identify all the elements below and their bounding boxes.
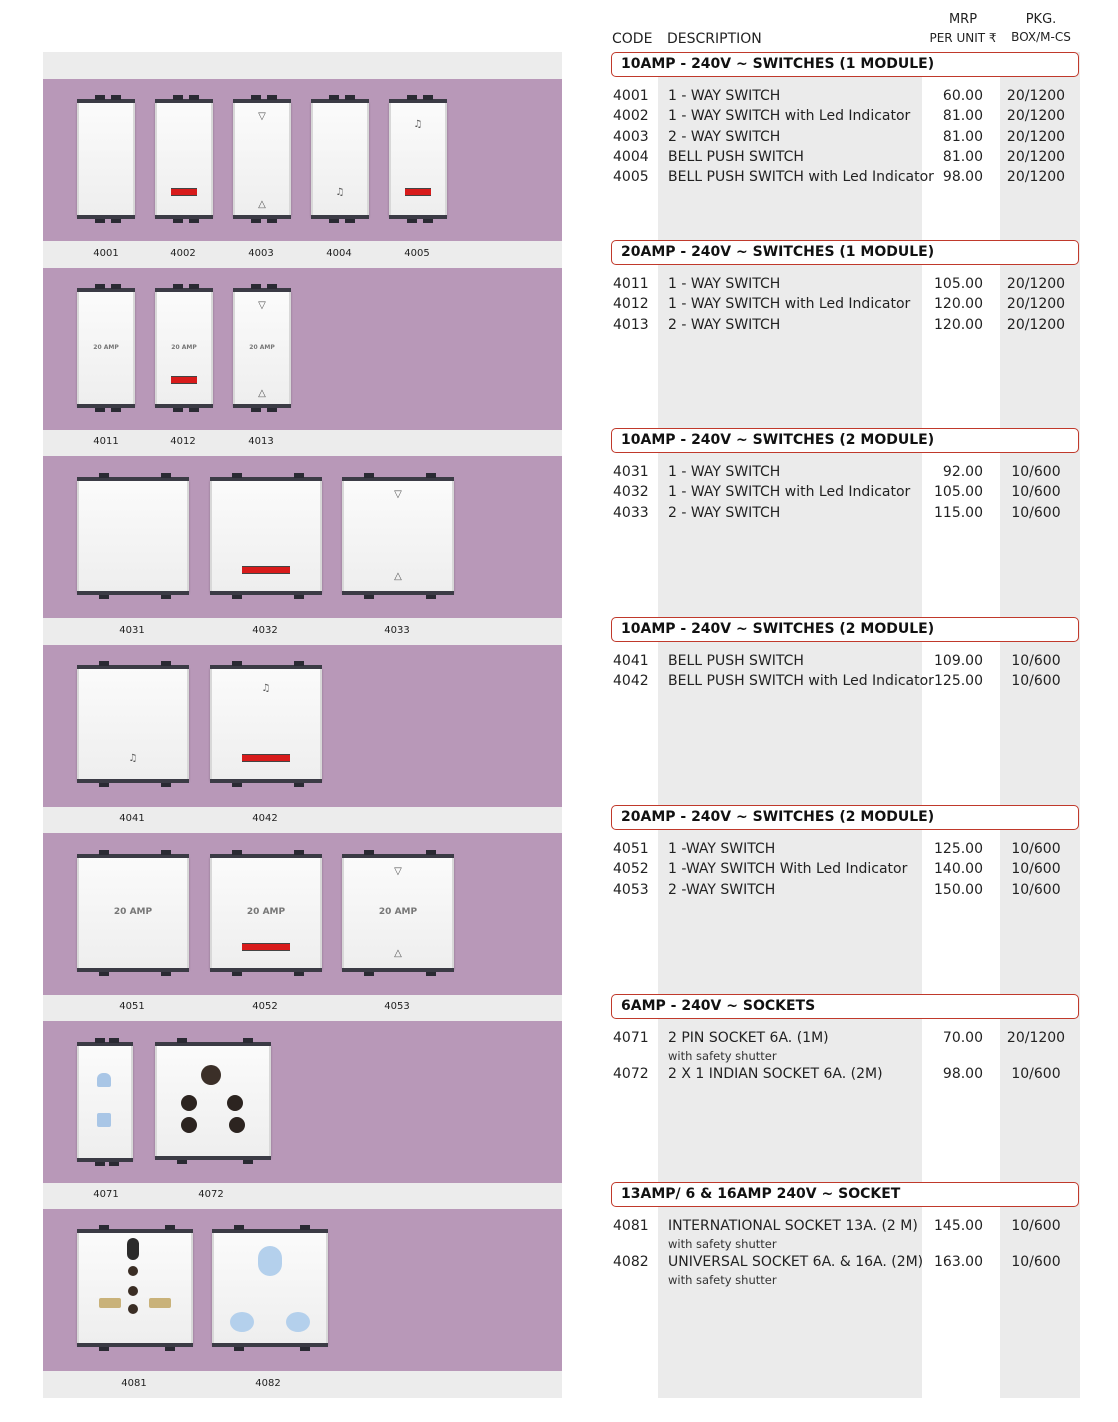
amp-rating-text: 20 AMP xyxy=(249,344,275,351)
mounting-clip xyxy=(426,473,436,478)
product-mrp: 145.00 xyxy=(934,1218,983,1234)
product-pkg: 20/1200 xyxy=(1006,276,1066,292)
socket-pin-hole xyxy=(181,1117,197,1133)
product-description: 2 -WAY SWITCH xyxy=(668,881,776,898)
mounting-clip xyxy=(161,971,171,976)
product-mrp: 120.00 xyxy=(934,316,983,333)
product-code: 4032 xyxy=(613,484,649,501)
mounting-clip xyxy=(407,95,417,100)
product-code-label: 4033 xyxy=(384,625,410,636)
price-row xyxy=(613,505,1073,525)
mounting-clip xyxy=(423,95,433,100)
switch-image-4001 xyxy=(77,102,135,216)
switch-image-4013 xyxy=(233,291,291,405)
bell-icon: ♫ xyxy=(413,119,423,130)
mounting-clip xyxy=(99,971,109,976)
mounting-clip xyxy=(95,407,105,412)
socket-image-4072 xyxy=(155,1045,271,1157)
product-code-label: 4012 xyxy=(170,436,196,447)
product-pkg: 20/1200 xyxy=(1006,296,1066,313)
product-mrp: 60.00 xyxy=(942,88,983,104)
mounting-clip xyxy=(243,1038,253,1043)
product-pkg: 10/600 xyxy=(1011,1218,1061,1234)
led-indicator xyxy=(171,188,197,196)
mounting-clip xyxy=(161,473,171,478)
mounting-clip xyxy=(364,473,374,478)
product-code-label: 4002 xyxy=(170,248,196,259)
product-code-label: 4003 xyxy=(248,248,274,259)
mounting-clip xyxy=(161,782,171,787)
price-row xyxy=(613,653,1073,673)
mounting-clip xyxy=(189,218,199,223)
amp-rating-text: 20 AMP xyxy=(171,344,197,351)
product-mrp: 70.00 xyxy=(942,1030,983,1046)
product-description: 2 X 1 INDIAN SOCKET 6A. (2M) xyxy=(668,1066,883,1082)
switch-image-4032 xyxy=(210,480,322,592)
product-code-label: 4004 xyxy=(326,248,352,259)
mounting-clip xyxy=(251,218,261,223)
mounting-clip xyxy=(329,218,339,223)
header-mrp: MRP xyxy=(948,12,978,27)
mounting-clip xyxy=(294,594,304,599)
product-code-label: 4072 xyxy=(198,1189,224,1200)
mounting-clip xyxy=(232,661,242,666)
bell-icon: ♫ xyxy=(128,753,138,764)
mounting-clip xyxy=(95,1038,105,1043)
product-code-label: 4001 xyxy=(93,248,119,259)
product-mrp: 115.00 xyxy=(934,504,983,521)
product-code-label: 4053 xyxy=(384,1001,410,1012)
product-description: 2 - WAY SWITCH xyxy=(668,504,781,521)
product-code: 4011 xyxy=(613,276,649,292)
product-description: 1 -WAY SWITCH With Led Indicator xyxy=(668,861,908,878)
product-code: 4052 xyxy=(613,861,649,878)
product-mrp: 120.00 xyxy=(934,296,983,313)
socket-pin-hole xyxy=(258,1246,282,1276)
mounting-clip xyxy=(173,407,183,412)
mounting-clip xyxy=(364,971,374,976)
product-code: 4005 xyxy=(613,169,649,186)
product-pkg: 10/600 xyxy=(1011,504,1061,521)
socket-pin-hole xyxy=(128,1266,138,1276)
amp-rating-text: 20 AMP xyxy=(246,907,286,917)
socket-pin-hole xyxy=(127,1238,139,1260)
mounting-clip xyxy=(294,850,304,855)
way-down-icon: ▽ xyxy=(258,300,266,311)
product-mrp: 163.00 xyxy=(934,1254,983,1270)
mounting-clip xyxy=(189,284,199,289)
led-indicator xyxy=(242,566,290,574)
product-code: 4081 xyxy=(613,1218,649,1234)
product-code-label: 4071 xyxy=(93,1189,119,1200)
price-row xyxy=(613,841,1073,861)
mounting-clip xyxy=(232,971,242,976)
product-code-label: 4052 xyxy=(252,1001,278,1012)
mounting-clip xyxy=(111,95,121,100)
mounting-clip xyxy=(99,594,109,599)
header-code: CODE xyxy=(612,31,653,47)
price-row xyxy=(613,861,1073,881)
mounting-clip xyxy=(234,1346,244,1351)
product-code-label: 4042 xyxy=(252,813,278,824)
socket-pin-hole xyxy=(97,1113,111,1127)
product-pkg: 10/600 xyxy=(1011,881,1061,898)
mounting-clip xyxy=(294,661,304,666)
bell-icon: ♫ xyxy=(261,683,271,694)
product-code-label: 4031 xyxy=(119,625,145,636)
price-row xyxy=(613,464,1073,484)
product-pkg: 20/1200 xyxy=(1006,316,1066,333)
product-code-label: 4082 xyxy=(255,1378,281,1389)
mounting-clip xyxy=(267,218,277,223)
product-mrp: 81.00 xyxy=(942,128,983,145)
section-title: 10AMP - 240V ~ SWITCHES (2 MODULE) xyxy=(611,428,1079,453)
product-code: 4042 xyxy=(613,673,649,690)
mounting-clip xyxy=(232,850,242,855)
product-pkg: 20/1200 xyxy=(1006,169,1066,186)
mounting-clip xyxy=(99,782,109,787)
mounting-clip xyxy=(109,1038,119,1043)
mounting-clip xyxy=(251,284,261,289)
mounting-clip xyxy=(111,407,121,412)
product-pkg: 10/600 xyxy=(1011,464,1061,480)
switch-image-4031 xyxy=(77,480,189,592)
header-description: DESCRIPTION xyxy=(667,31,762,47)
product-mrp: 140.00 xyxy=(934,861,983,878)
mounting-clip xyxy=(234,1225,244,1230)
product-description: 1 - WAY SWITCH xyxy=(668,276,781,292)
mounting-clip xyxy=(232,782,242,787)
mounting-clip xyxy=(426,594,436,599)
product-code-label: 4032 xyxy=(252,625,278,636)
price-row xyxy=(613,317,1073,337)
section-title: 10AMP - 240V ~ SWITCHES (1 MODULE) xyxy=(611,52,1079,77)
product-mrp: 125.00 xyxy=(934,841,983,857)
price-row xyxy=(613,1030,1073,1050)
product-code: 4031 xyxy=(613,464,649,480)
price-row xyxy=(613,149,1073,169)
product-code: 4001 xyxy=(613,88,649,104)
price-row xyxy=(613,1254,1073,1274)
mounting-clip xyxy=(165,1346,175,1351)
mounting-clip xyxy=(173,95,183,100)
socket-pin-hole xyxy=(227,1095,243,1111)
header-per-unit: PER UNIT ₹ xyxy=(929,31,997,45)
mounting-clip xyxy=(294,473,304,478)
mounting-clip xyxy=(173,284,183,289)
mounting-clip xyxy=(95,218,105,223)
mounting-clip xyxy=(99,850,109,855)
amp-rating-text: 20 AMP xyxy=(113,907,153,917)
way-up-icon: △ xyxy=(258,388,266,399)
switch-image-4052 xyxy=(210,857,322,969)
switch-image-4002 xyxy=(155,102,213,216)
price-row xyxy=(613,129,1073,149)
product-mrp: 125.00 xyxy=(934,673,983,690)
price-row xyxy=(613,296,1073,316)
mounting-clip xyxy=(165,1225,175,1230)
socket-pin-hole xyxy=(149,1298,171,1308)
product-pkg: 20/1200 xyxy=(1006,88,1066,104)
mounting-clip xyxy=(99,1346,109,1351)
product-pkg: 20/1200 xyxy=(1006,148,1066,165)
product-pkg: 10/600 xyxy=(1011,1066,1061,1082)
mounting-clip xyxy=(267,407,277,412)
product-description: UNIVERSAL SOCKET 6A. & 16A. (2M) xyxy=(668,1254,924,1270)
product-description: INTERNATIONAL SOCKET 13A. (2 M) xyxy=(668,1218,918,1234)
product-mrp: 105.00 xyxy=(934,484,983,501)
product-code-label: 4013 xyxy=(248,436,274,447)
product-code: 4002 xyxy=(613,108,649,125)
product-code-label: 4051 xyxy=(119,1001,145,1012)
switch-image-4005 xyxy=(389,102,447,216)
socket-pin-hole xyxy=(229,1117,245,1133)
product-mrp: 92.00 xyxy=(942,464,983,480)
product-pkg: 10/600 xyxy=(1011,484,1061,501)
amp-rating-text: 20 AMP xyxy=(378,907,418,917)
price-row xyxy=(613,484,1073,504)
mounting-clip xyxy=(300,1225,310,1230)
mounting-clip xyxy=(177,1159,187,1164)
product-code: 4051 xyxy=(613,841,649,857)
price-row xyxy=(613,673,1073,693)
mounting-clip xyxy=(364,850,374,855)
mounting-clip xyxy=(232,473,242,478)
product-pkg: 10/600 xyxy=(1011,841,1061,857)
price-row xyxy=(613,882,1073,902)
socket-pin-hole xyxy=(99,1298,121,1308)
section-title: 10AMP - 240V ~ SWITCHES (2 MODULE) xyxy=(611,617,1079,642)
led-indicator xyxy=(171,376,197,384)
mounting-clip xyxy=(267,284,277,289)
switch-image-4003 xyxy=(233,102,291,216)
way-down-icon: ▽ xyxy=(258,111,266,122)
price-row xyxy=(613,1066,1073,1086)
mounting-clip xyxy=(173,218,183,223)
product-code: 4013 xyxy=(613,316,649,333)
mounting-clip xyxy=(243,1159,253,1164)
product-description: 1 - WAY SWITCH with Led Indicator xyxy=(668,108,911,125)
product-code-label: 4081 xyxy=(121,1378,147,1389)
mounting-clip xyxy=(364,594,374,599)
mounting-clip xyxy=(111,218,121,223)
way-up-icon: △ xyxy=(394,571,402,582)
product-note: with safety shutter xyxy=(668,1049,777,1063)
mounting-clip xyxy=(111,284,121,289)
switch-image-4011 xyxy=(77,291,135,405)
product-code-label: 4005 xyxy=(404,248,430,259)
product-description: BELL PUSH SWITCH xyxy=(668,148,804,165)
mounting-clip xyxy=(189,95,199,100)
product-code: 4003 xyxy=(613,128,649,145)
product-pkg: 10/600 xyxy=(1011,1254,1061,1270)
product-code-label: 4041 xyxy=(119,813,145,824)
mounting-clip xyxy=(267,95,277,100)
mounting-clip xyxy=(426,850,436,855)
switch-image-4004 xyxy=(311,102,369,216)
socket-pin-hole xyxy=(128,1286,138,1296)
switch-image-4042 xyxy=(210,668,322,780)
mounting-clip xyxy=(95,284,105,289)
mounting-clip xyxy=(99,473,109,478)
product-description: 1 - WAY SWITCH xyxy=(668,88,781,104)
product-code: 4041 xyxy=(613,653,649,669)
mounting-clip xyxy=(161,661,171,666)
way-up-icon: △ xyxy=(258,199,266,210)
product-code: 4071 xyxy=(613,1030,649,1046)
led-indicator xyxy=(242,754,290,762)
mounting-clip xyxy=(345,218,355,223)
product-description: 1 - WAY SWITCH with Led Indicator xyxy=(668,296,911,313)
product-code: 4012 xyxy=(613,296,649,313)
mounting-clip xyxy=(109,1161,119,1166)
mounting-clip xyxy=(161,594,171,599)
mounting-clip xyxy=(189,407,199,412)
socket-image-4081 xyxy=(77,1232,193,1344)
product-pkg: 20/1200 xyxy=(1006,128,1066,145)
mounting-clip xyxy=(99,1225,109,1230)
socket-pin-hole xyxy=(181,1095,197,1111)
product-code: 4053 xyxy=(613,881,649,898)
socket-pin-hole xyxy=(201,1065,221,1085)
mounting-clip xyxy=(294,782,304,787)
mounting-clip xyxy=(177,1038,187,1043)
section-title: 6AMP - 240V ~ SOCKETS xyxy=(611,994,1079,1019)
section-title: 13AMP/ 6 & 16AMP 240V ~ SOCKET xyxy=(611,1182,1079,1207)
product-mrp: 109.00 xyxy=(934,653,983,669)
price-row xyxy=(613,276,1073,296)
product-description: 2 PIN SOCKET 6A. (1M) xyxy=(668,1030,829,1046)
switch-image-4051 xyxy=(77,857,189,969)
mounting-clip xyxy=(95,1161,105,1166)
section-title: 20AMP - 240V ~ SWITCHES (2 MODULE) xyxy=(611,805,1079,830)
product-note: with safety shutter xyxy=(668,1237,777,1251)
product-mrp: 81.00 xyxy=(942,108,983,125)
socket-image-4071 xyxy=(77,1045,133,1159)
price-row xyxy=(613,108,1073,128)
product-pkg: 10/600 xyxy=(1011,653,1061,669)
product-description: 2 - WAY SWITCH xyxy=(668,128,781,145)
header-box: BOX/M-CS xyxy=(1011,30,1071,44)
product-mrp: 150.00 xyxy=(934,881,983,898)
socket-image-4082 xyxy=(212,1232,328,1344)
product-mrp: 98.00 xyxy=(942,1066,983,1082)
mounting-clip xyxy=(294,971,304,976)
switch-image-4053 xyxy=(342,857,454,969)
product-code-label: 4011 xyxy=(93,436,119,447)
product-description: BELL PUSH SWITCH xyxy=(668,653,804,669)
led-indicator xyxy=(242,943,290,951)
mounting-clip xyxy=(232,594,242,599)
product-mrp: 98.00 xyxy=(942,169,983,186)
bell-icon: ♫ xyxy=(335,187,345,198)
mounting-clip xyxy=(407,218,417,223)
price-row xyxy=(613,1218,1073,1238)
product-pkg: 20/1200 xyxy=(1006,1030,1066,1046)
product-note: with safety shutter xyxy=(668,1273,777,1287)
socket-pin-hole xyxy=(286,1312,310,1332)
way-down-icon: ▽ xyxy=(394,866,402,877)
socket-pin-hole xyxy=(128,1304,138,1314)
mounting-clip xyxy=(345,95,355,100)
product-description: BELL PUSH SWITCH with Led Indicator xyxy=(668,673,934,690)
mounting-clip xyxy=(99,661,109,666)
section-title: 20AMP - 240V ~ SWITCHES (1 MODULE) xyxy=(611,240,1079,265)
price-row xyxy=(613,169,1073,189)
amp-rating-text: 20 AMP xyxy=(93,344,119,351)
product-description: BELL PUSH SWITCH with Led Indicator xyxy=(668,169,934,186)
product-pkg: 10/600 xyxy=(1011,861,1061,878)
product-code: 4004 xyxy=(613,148,649,165)
socket-pin-hole xyxy=(230,1312,254,1332)
product-description: 1 - WAY SWITCH with Led Indicator xyxy=(668,484,911,501)
mounting-clip xyxy=(300,1346,310,1351)
product-pkg: 20/1200 xyxy=(1006,108,1066,125)
way-down-icon: ▽ xyxy=(394,489,402,500)
product-description: 2 - WAY SWITCH xyxy=(668,316,781,333)
socket-pin-hole xyxy=(97,1073,111,1087)
header-pkg: PKG. xyxy=(1025,12,1057,27)
mounting-clip xyxy=(161,850,171,855)
mounting-clip xyxy=(329,95,339,100)
switch-image-4041 xyxy=(77,668,189,780)
product-mrp: 105.00 xyxy=(934,276,983,292)
product-mrp: 81.00 xyxy=(942,148,983,165)
led-indicator xyxy=(405,188,431,196)
switch-image-4033 xyxy=(342,480,454,592)
product-code: 4033 xyxy=(613,504,649,521)
product-code: 4082 xyxy=(613,1254,649,1270)
mounting-clip xyxy=(95,95,105,100)
mounting-clip xyxy=(426,971,436,976)
switch-image-4012 xyxy=(155,291,213,405)
mounting-clip xyxy=(251,407,261,412)
mounting-clip xyxy=(251,95,261,100)
product-description: 1 - WAY SWITCH xyxy=(668,464,781,480)
mounting-clip xyxy=(423,218,433,223)
way-up-icon: △ xyxy=(394,948,402,959)
product-description: 1 -WAY SWITCH xyxy=(668,841,776,857)
product-code: 4072 xyxy=(613,1066,649,1082)
price-row xyxy=(613,88,1073,108)
product-pkg: 10/600 xyxy=(1011,673,1061,690)
